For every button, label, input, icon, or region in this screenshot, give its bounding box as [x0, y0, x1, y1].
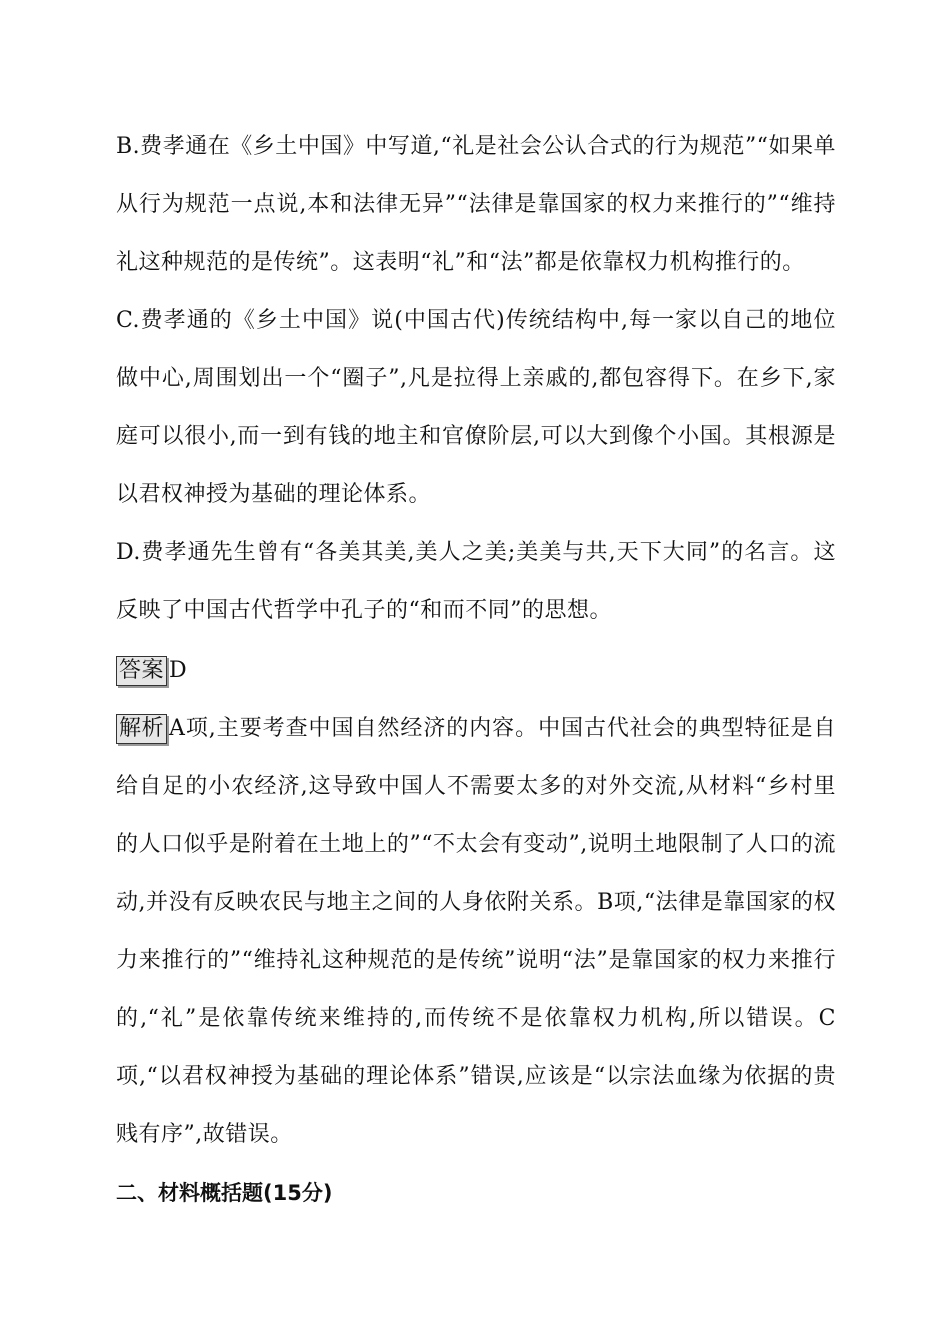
section-heading: 二、材料概括题(15分)	[116, 1181, 333, 1205]
answer-label: 答案	[116, 656, 167, 686]
answer-value: D	[169, 658, 188, 683]
analysis-label: 解析	[116, 714, 167, 744]
answer-row	[116, 642, 836, 700]
option-b: B.费孝通在《乡土中国》中写道,“礼是社会公认合式的行为规范”“如果单从行为规范一点说,本和法律无异”“法律是靠国家的权力来推行的”“维持礼这种规范的是传统”。这表明“礼”和“法”都是依靠权力机构推行的。	[116, 134, 836, 275]
document-page	[116, 118, 836, 1222]
option-d: D.费孝通先生曾有“各美其美,美人之美;美美与共,天下大同”的名言。这反映了中国古代哲学中孔子的“和而不同”的思想。	[116, 540, 836, 623]
analysis-text: A项,主要考查中国自然经济的内容。中国古代社会的典型特征是自给自足的小农经济,这导致中国人不需要太多的对外交流,从材料“乡村里的人口似乎是附着在土地上的”“不太会有变动”,说明土地限制了人口的流动,并没有反映农民与地主之间的人身依附关系。B项,“法律是靠国家的权力来推行的”“维持礼这种规范的是传统”说明“法”是靠国家的权力来推行的,“礼”是依靠传统来维持的,而传统不是依靠权力机构,所以错误。C项,“以君权神授为基础的理论体系”错误,应该是“以宗法血缘为依据的贵贱有序”,故错误。	[116, 716, 836, 1147]
analysis-row	[116, 700, 836, 1164]
option-c: C.费孝通的《乡土中国》说(中国古代)传统结构中,每一家以自己的地位做中心,周围划出一个“圈子”,凡是拉得上亲戚的,都包容得下。在乡下,家庭可以很小,而一到有钱的地主和官僚阶层,可以大到像个小国。其根源是以君权神授为基础的理论体系。	[116, 308, 836, 507]
